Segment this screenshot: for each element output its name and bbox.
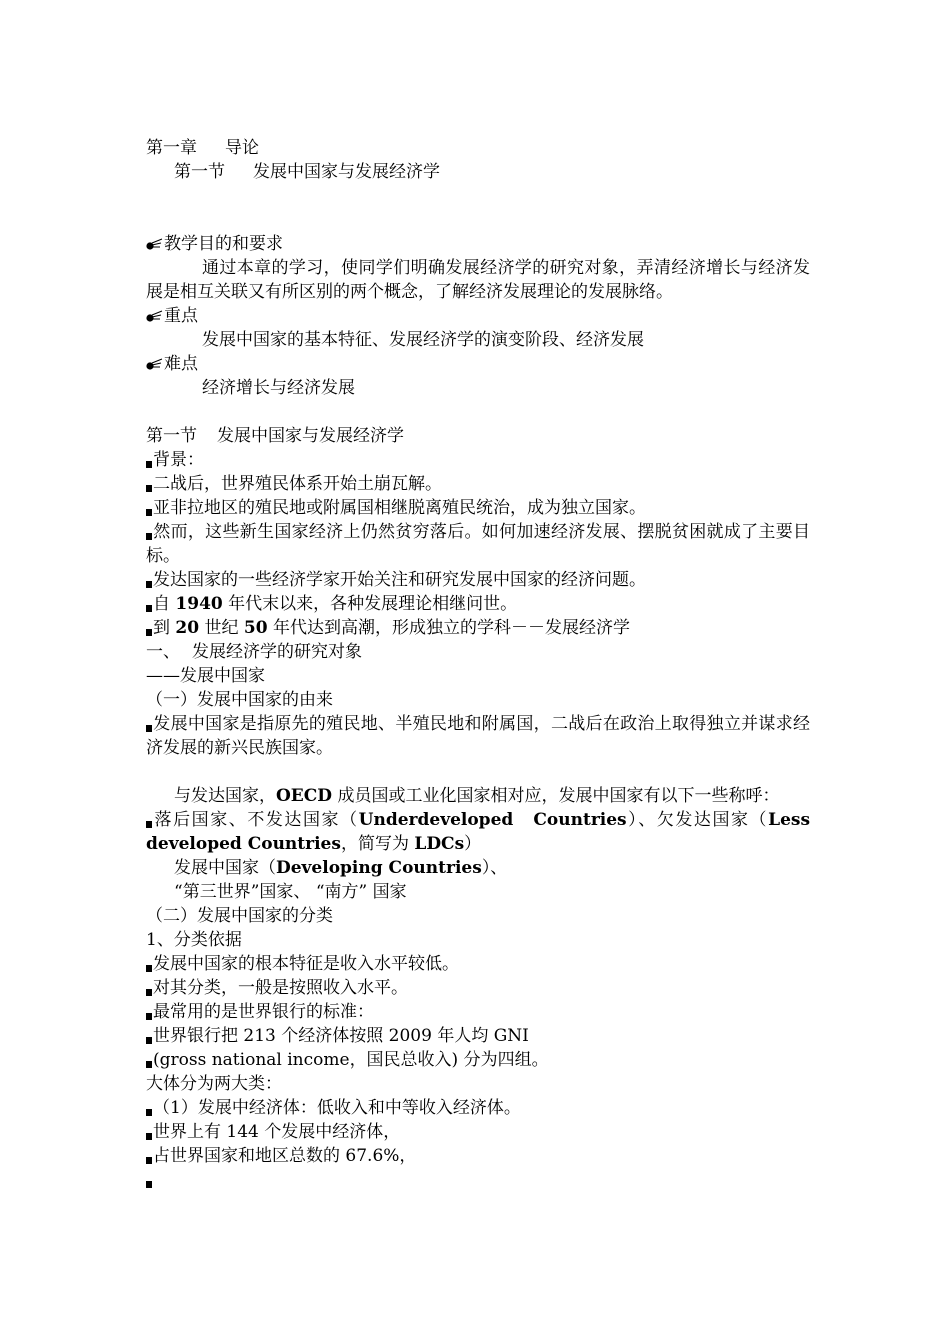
subheading-dash: ——发展中国家 — [146, 666, 265, 686]
key-points-label-line — [146, 304, 810, 328]
list-item: 发展中国家的根本特征是收入水平较低。 — [146, 952, 810, 976]
key-points-label: 重点 — [164, 306, 198, 326]
pointing-hand-icon — [146, 357, 164, 371]
bullet-square-icon — [146, 509, 152, 516]
bullet-square-icon — [146, 1013, 152, 1020]
list-item: 到 20 世纪 50 年代达到高潮，形成独立的学科－－发展经济学 — [146, 616, 810, 640]
bullet-square-icon — [146, 605, 152, 612]
document-page — [146, 136, 810, 1192]
background-label: 背景： — [153, 450, 204, 470]
key-points-text: 发展中国家的基本特征、发展经济学的演变阶段、经济发展 — [202, 330, 644, 350]
bullet-square-icon — [146, 581, 152, 588]
bullet-square-icon — [146, 485, 152, 492]
list-item: 亚非拉地区的殖民地或附属国相继脱离殖民统治，成为独立国家。 — [146, 496, 810, 520]
bullet-square-icon — [146, 1133, 152, 1140]
classification-basis: 1、分类依据 — [146, 930, 242, 950]
section-name: 发展中国家与发展经济学 — [217, 426, 404, 446]
list-item: 二战后，世界殖民体系开始土崩瓦解。 — [146, 472, 810, 496]
list-item: 世界银行把 213 个经济体按照 2009 年人均 GNI — [146, 1024, 810, 1048]
section-title — [146, 160, 810, 184]
difficulties-text: 经济增长与经济发展 — [202, 378, 355, 398]
bullet-square-icon — [146, 461, 152, 468]
bullet-square-icon — [146, 965, 152, 972]
part-heading — [146, 640, 810, 664]
difficulties-label-line — [146, 352, 810, 376]
goals-label-line — [146, 232, 810, 256]
classification-heading: （二）发展中国家的分类 — [146, 906, 333, 926]
list-item: 自 1940 年代末以来，各种发展理论相继问世。 — [146, 592, 810, 616]
two-types-label: 大体分为两大类： — [146, 1074, 282, 1094]
pointing-hand-icon — [146, 237, 164, 251]
bullet-square-icon — [146, 821, 152, 828]
section-heading — [146, 424, 810, 448]
bullet-square-icon — [146, 629, 152, 636]
bullet-square-icon — [146, 1061, 152, 1068]
list-item: 发达国家的一些经济学家开始关注和研究发展中国家的经济问题。 — [146, 568, 810, 592]
list-item: 最常用的是世界银行的标准： — [146, 1000, 810, 1024]
list-item-empty — [146, 1168, 810, 1192]
section-number: 第一节 — [146, 426, 197, 446]
names-line-3: “第三世界”国家、 “南方” 国家 — [174, 882, 407, 902]
bullet-square-icon — [146, 1181, 152, 1188]
goals-text: 通过本章的学习，使同学们明确发展经济学的研究对象，弄清经济增长与经济发展是相互关联又有所区别的两个概念，了解经济发展理论的发展脉络。 — [146, 258, 810, 302]
list-item: (gross national income，国民总收入) 分为四组。 — [146, 1048, 810, 1072]
list-item: 发展中国家是指原先的殖民地、半殖民地和附属国，二战后在政治上取得独立并谋求经济发展的新兴民族国家。 — [146, 714, 810, 758]
part-title: 发展经济学的研究对象 — [192, 642, 362, 662]
list-item: 落后国家、不发达国家（Underdeveloped Countries）、欠发达国家（Less developed Countries，简写为 LDCs） — [146, 810, 811, 854]
bullet-square-icon — [146, 989, 152, 996]
bullet-square-icon — [146, 1109, 152, 1116]
list-item: （1）发展中经济体：低收入和中等收入经济体。 — [146, 1096, 810, 1120]
list-item: 然而，这些新生国家经济上仍然贫穷落后。如何加速经济发展、摆脱贫困就成了主要目标。 — [146, 522, 810, 566]
background-label-line — [146, 448, 810, 472]
pointing-hand-icon — [146, 309, 164, 323]
names-line-2: 发展中国家（Developing Countries）、 — [174, 858, 508, 878]
part-number: 一、 — [146, 642, 180, 662]
list-item: 对其分类，一般是按照收入水平。 — [146, 976, 810, 1000]
origin-heading: （一）发展中国家的由来 — [146, 690, 333, 710]
goals-label: 教学目的和要求 — [164, 234, 283, 254]
bullet-square-icon — [146, 1157, 152, 1164]
chapter-title — [146, 136, 810, 160]
difficulties-label: 难点 — [164, 354, 198, 374]
bullet-square-icon — [146, 1037, 152, 1044]
section-name: 发展中国家与发展经济学 — [253, 162, 440, 182]
list-item: 世界上有 144 个发展中经济体， — [146, 1120, 810, 1144]
names-intro: 与发达国家，OECD 成员国或工业化国家相对应，发展中国家有以下一些称呼： — [174, 786, 780, 806]
bullet-square-icon — [146, 533, 152, 540]
chapter-number: 第一章 — [146, 138, 197, 158]
bullet-square-icon — [146, 725, 152, 732]
chapter-name: 导论 — [225, 138, 259, 158]
section-number: 第一节 — [174, 162, 225, 182]
list-item: 占世界国家和地区总数的 67.6%， — [146, 1144, 810, 1168]
